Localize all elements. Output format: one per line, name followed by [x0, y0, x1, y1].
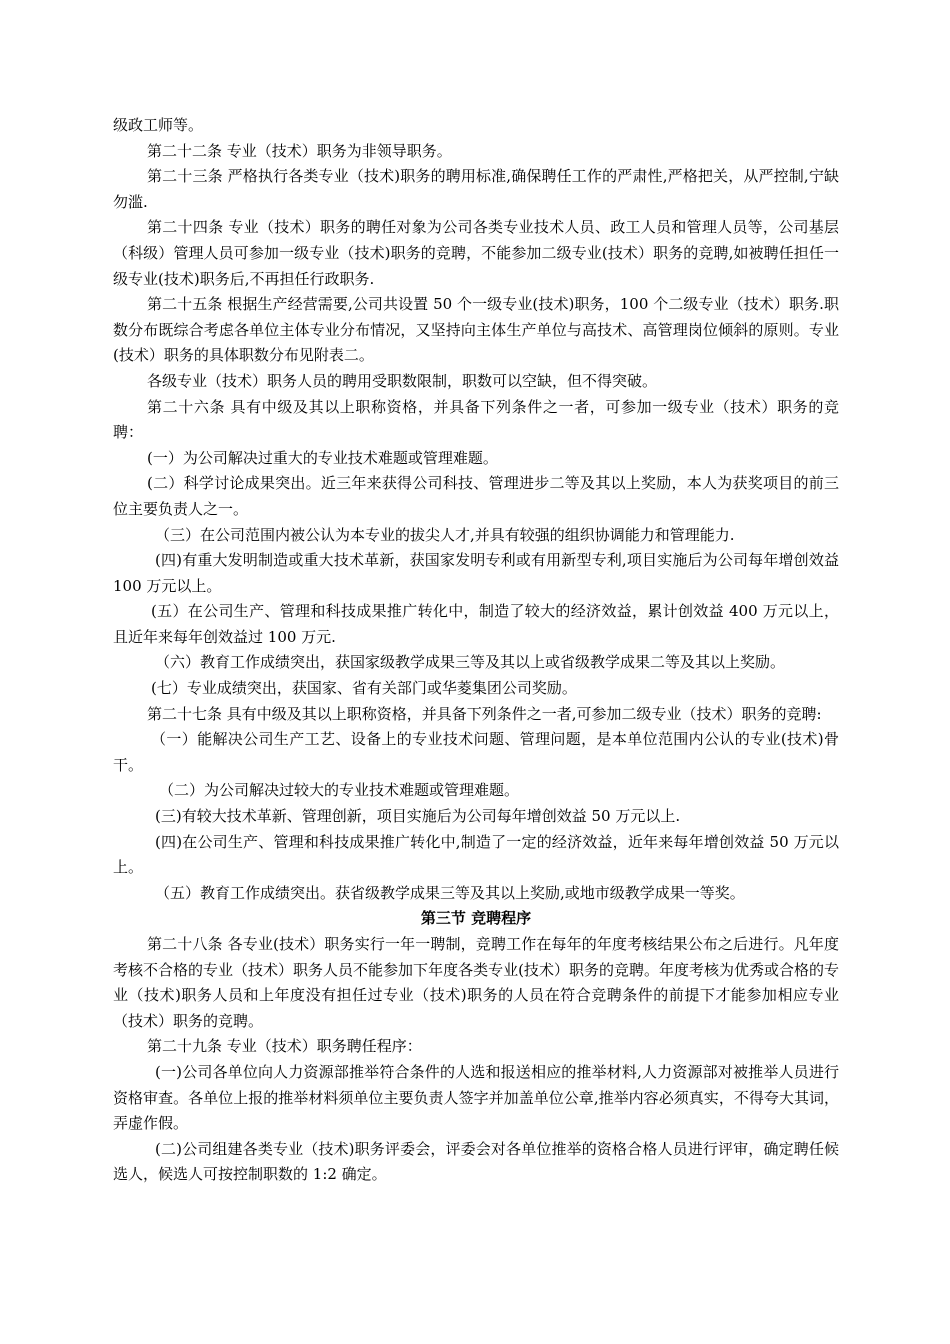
paragraph-continuation: 级政工师等。	[113, 116, 204, 134]
article-27-item-3: (三)有较大技术革新、管理创新，项目实施后为公司每年增创效益 50 万元以上.	[155, 807, 681, 826]
article-25-note: 各级专业（技术）职务人员的聘用受职数限制，职数可以空缺，但不得突破。	[147, 371, 658, 390]
article-29-item-2: (二)公司组建各类专业（技术)职务评委会，评委会对各单位推举的资格合格人员进行评审，确定聘任候选人，候选人可按控制职数的 1:2 确定。	[113, 1139, 839, 1184]
article-24: 第二十四条 专业（技术）职务的聘任对象为公司各类专业技术人员、政工人员和管理人员等，公司基层（科级）管理人员可参加一级专业（技术)职务的竞聘，不能参加二级专业(技术）职务的竞聘,如被聘任担任一级专业(技术)职务后,不再担任行政职务.	[113, 218, 839, 288]
article-27-item-1: （一）能解决公司生产工艺、设备上的专业技术问题、管理问题，是本单位范围内公认的专业(技术)骨干。	[113, 730, 839, 774]
article-25: 第二十五条 根据生产经营需要,公司共设置 50 个一级专业(技术)职务，100 个二级专业（技术）职务.职数分布既综合考虑各单位主体专业分布情况，又坚持向主体生产单位与高技术、高管理岗位倾斜的原则。专业(技术）职务的具体职数分布见附表二。	[113, 295, 839, 365]
article-26-item-6: （六）教育工作成绩突出，获国家级教学成果三等及其以上或省级教学成果二等及其以上奖励。	[155, 653, 786, 672]
article-27-item-2: （二）为公司解决过较大的专业技术难题或管理难题。	[159, 781, 520, 800]
article-26-item-1: (一）为公司解决过重大的专业技术难题或管理难题。	[147, 448, 498, 467]
article-26-item-2: (二）科学讨论成果突出。近三年来获得公司科技、管理进步二等及其以上奖励，本人为获奖项目的前三位主要负责人之一。	[113, 474, 839, 518]
article-27-item-4: (四)在公司生产、管理和科技成果推广转化中,制造了一定的经济效益，近年来每年增创效益 50 万元以上。	[113, 832, 839, 877]
article-28: 第二十八条 各专业(技术）职务实行一年一聘制，竞聘工作在每年的年度考核结果公布之后进行。凡年度考核不合格的专业（技术）职务人员不能参加下年度各类专业(技术）职务的竞聘。年度考核为优秀或合格的专业（技术)职务人员和上年度没有担任过专业（技术)职务的人员在符合竞聘条件的前提下才能参加相应专业（技术）职务的竞聘。	[113, 935, 839, 1030]
article-29: 第二十九条 专业（技术）职务聘任程序：	[147, 1037, 422, 1056]
article-26-item-7: (七）专业成绩突出，获国家、省有关部门或华菱集团公司奖励。	[151, 679, 577, 698]
article-29-item-1: (一)公司各单位向人力资源部推举符合条件的人选和报送相应的推举材料,人力资源部对被推举人员进行资格审查。各单位上报的推举材料须单位主要负责人签字并加盖单位公章,推举内容必须真实，不得夸大其词，弄虚作假。	[113, 1062, 839, 1133]
article-26-item-4: (四)有重大发明制造或重大技术革新，获国家发明专利或有用新型专利,项目实施后为公司每年增创效益 100 万元以上。	[113, 551, 839, 595]
section-heading: 第三节 竞聘程序	[420, 909, 532, 928]
document-page	[113, 113, 839, 1188]
article-26-item-5: (五）在公司生产、管理和科技成果推广转化中，制造了较大的经济效益，累计创效益 400 万元以上，且近年来每年创效益过 100 万元.	[113, 602, 839, 646]
article-27: 第二十七条 具有中级及其以上职称资格，并具备下列条件之一者,可参加二级专业（技术）职务的竞聘:	[147, 704, 822, 723]
article-22: 第二十二条 专业（技术）职务为非领导职务。	[147, 141, 452, 160]
article-26: 第二十六条 具有中级及其以上职称资格，并具备下列条件之一者，可参加一级专业（技术）职务的竞聘：	[113, 397, 839, 442]
article-23: 第二十三条 严格执行各类专业（技术)职务的聘用标准,确保聘任工作的严肃性,严格把关，从严控制,宁缺勿滥.	[113, 167, 839, 211]
article-26-item-3: （三）在公司范围内被公认为本专业的拔尖人才,并具有较强的组织协调能力和管理能力.	[155, 525, 735, 544]
article-27-item-5: （五）教育工作成绩突出。获省级教学成果三等及其以上奖励,或地市级教学成果一等奖。	[155, 883, 745, 902]
